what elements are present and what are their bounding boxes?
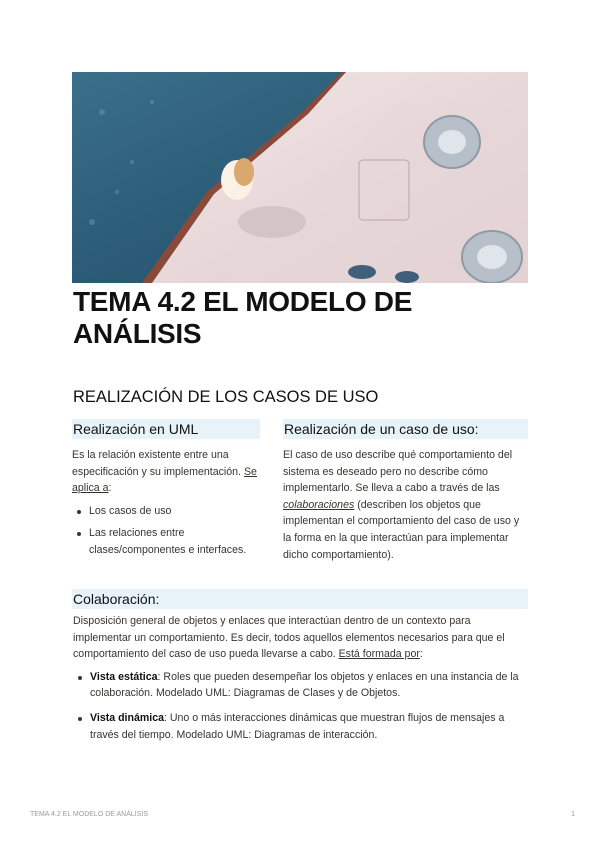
right-paragraph-text-a: El caso de uso describe qué comportamiento del sistema es deseado pero no describe cómo implementarlo. Se lleva a cabo a través de las [283,449,513,495]
list-item: Los casos de uso [72,503,260,520]
colab-colon: : [419,648,423,661]
boat-aerial-photo-icon [72,72,528,283]
right-paragraph [283,447,528,563]
colaboracion-text: Disposición general de objetos y enlaces que interactúan dentro de un contexto para implementar un comportamiento. Es decir, todos aquellos elementos necesarios para que el comportamiento del caso de uso pueda llevarse a cabo. [73,615,505,661]
footer-title: TEMA 4.2 EL MODELO DE ANÁLISIS [30,811,149,818]
vista-estatica-text: : Roles que pueden desempeñar los objetos y enlaces en una instancia de la colaboración. Modelado UML: Diagramas de Clases y de Objetos. [90,670,519,700]
page-title-line-1: TEMA 4.2 EL MODELO DE [73,286,413,317]
list-item: Las relaciones entre clases/componentes e interfaces. [72,525,260,558]
left-heading: Realización en UML [72,419,260,439]
left-paragraph-text: Es la relación existente entre una especificación y su implementación. [72,449,241,478]
list-item [73,710,529,743]
page-title [73,286,529,350]
colaboraciones-link[interactable]: colaboraciones [283,498,355,511]
list-item [73,669,529,702]
colaboracion-section [73,613,529,751]
cover-image [72,72,528,283]
right-heading: Realización de un caso de uso: [283,419,528,439]
right-paragraph-text-b: (describen los objetos que implementan el comportamiento del caso de uso y la forma en la que interactúan para implementar dicho comportamiento). [283,498,520,561]
page-footer [30,811,575,818]
left-paragraph [72,447,260,497]
vista-dinamica-text: : Uno o más interacciones dinámicas que muestran flujos de mensajes a través del tiempo. Modelado UML: Diagramas de interacción. [90,711,505,741]
page-number: 1 [571,811,575,818]
se-aplica-link[interactable]: Se aplica a [72,465,257,495]
left-column [72,419,260,565]
left-bullet-list [72,503,260,559]
esta-formada-link[interactable]: Está formada por [338,648,420,661]
colaboracion-bullet-list [73,669,529,743]
section-heading: REALIZACIÓN DE LOS CASOS DE USO [73,388,379,406]
vista-estatica-label: Vista estática [90,670,158,683]
colaboracion-paragraph [73,613,529,663]
colaboracion-heading: Colaboración: [72,589,528,609]
vista-dinamica-label: Vista dinámica [90,711,164,724]
left-colon: : [108,482,112,495]
page-title-line-2: ANÁLISIS [73,318,202,349]
right-column [283,419,528,563]
